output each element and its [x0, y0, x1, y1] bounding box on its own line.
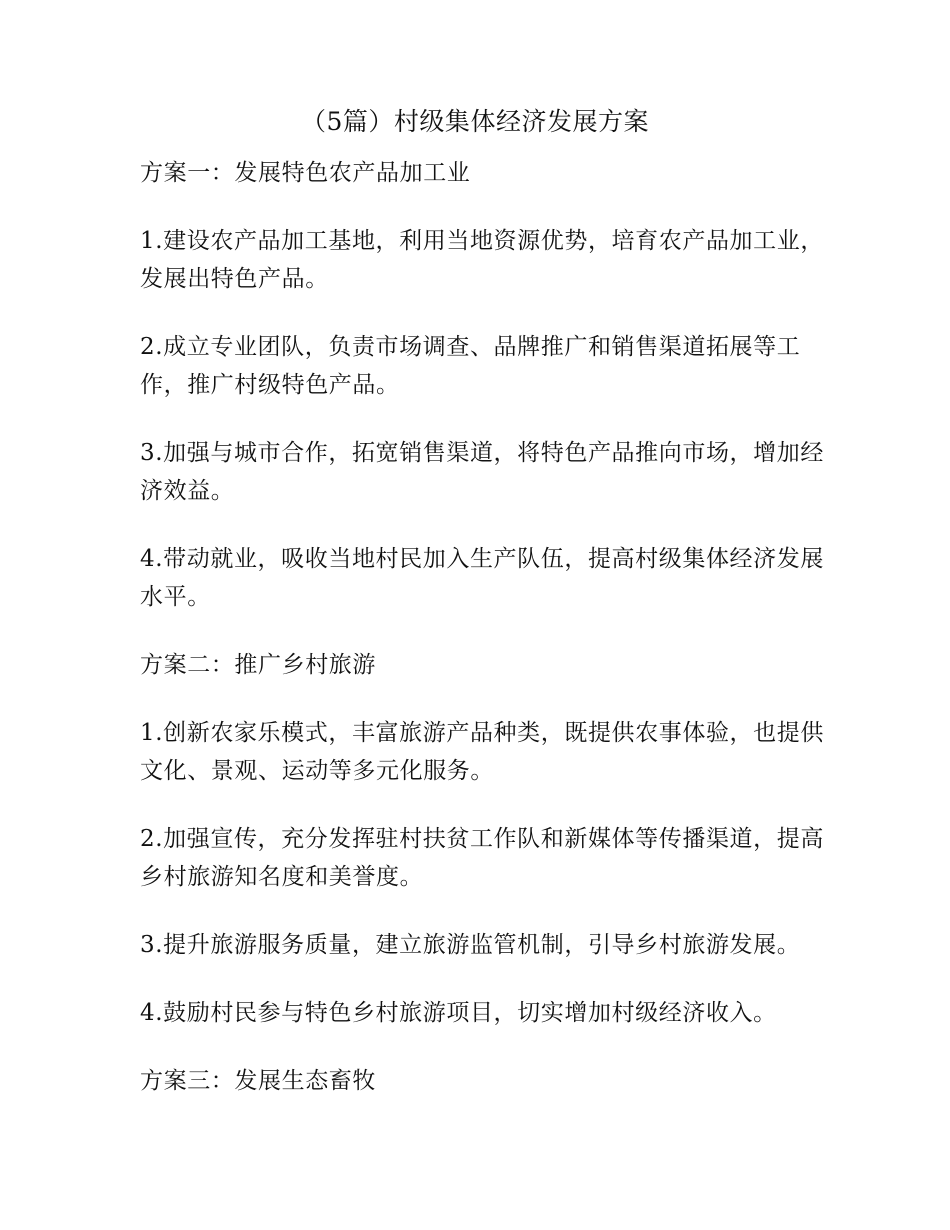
section-2-item-3: 3.提升旅游服务质量，建立旅游监管机制，引导乡村旅游发展。 [140, 932, 801, 958]
section-2-item-1: 1.创新农家乐模式，丰富旅游产品种类，既提供农事体验，也提供文化、景观、运动等多元化服务。 [140, 720, 824, 784]
section-heading-3: 方案三：发展生态畜牧 [140, 1068, 376, 1094]
section-1-item-1: 1.建设农产品加工基地，利用当地资源优势，培育农产品加工业，发展出特色产品。 [140, 228, 824, 292]
document-title: （5篇）村级集体经济发展方案 [301, 107, 649, 136]
section-2-item-4: 4.鼓励村民参与特色乡村旅游项目，切实增加村级经济收入。 [140, 1000, 777, 1026]
section-2-item-2: 2.加强宣传，充分发挥驻村扶贫工作队和新媒体等传播渠道，提高乡村旅游知名度和美誉度。 [140, 826, 824, 890]
document-body [140, 154, 830, 1100]
section-heading-1: 方案一：发展特色农产品加工业 [140, 160, 471, 186]
section-heading-2: 方案二：推广乡村旅游 [140, 652, 376, 678]
section-1-item-3: 3.加强与城市合作，拓宽销售渠道，将特色产品推向市场，增加经济效益。 [140, 440, 824, 504]
section-1-item-4: 4.带动就业，吸收当地村民加入生产队伍，提高村级集体经济发展水平。 [140, 546, 824, 610]
section-1-item-2: 2.成立专业团队，负责市场调查、品牌推广和销售渠道拓展等工作，推广村级特色产品。 [140, 334, 801, 398]
